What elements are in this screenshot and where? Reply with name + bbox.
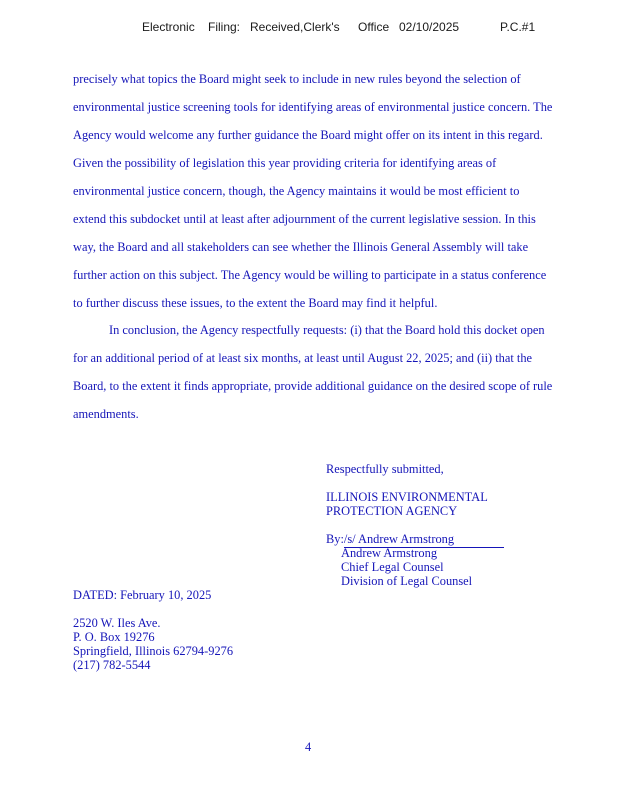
closing: Respectfully submitted, bbox=[326, 462, 444, 476]
text-line: Agency would welcome any further guidance the Board might offer on its intent in this regard. bbox=[73, 128, 543, 142]
text-line: for an additional period of at least six months, at least until August 22, 2025; and (ii) that the bbox=[73, 351, 533, 365]
text-line: Given the possibility of legislation this year providing criteria for identifying areas of bbox=[73, 156, 497, 170]
text-line: extend this subdocket until at least after adjournment of the current legislative session. In this bbox=[73, 212, 536, 226]
dated-line: DATED: February 10, 2025 bbox=[73, 588, 212, 602]
address-line: P. O. Box 19276 bbox=[73, 630, 155, 644]
header-electronic: Electronic bbox=[142, 20, 195, 34]
page-number: 4 bbox=[305, 740, 312, 754]
header-pc-number: P.C.#1 bbox=[500, 20, 536, 34]
header-received: Received,Clerk's bbox=[250, 20, 340, 34]
by-label: By: bbox=[326, 532, 344, 546]
header-date: 02/10/2025 bbox=[399, 20, 460, 34]
text-line: precisely what topics the Board might seek to include in new rules beyond the selection of bbox=[73, 72, 521, 86]
address-line: 2520 W. Iles Ave. bbox=[73, 616, 161, 630]
signer-name: Andrew Armstrong bbox=[341, 546, 438, 560]
text-line: further action on this subject. The Agency would be willing to participate in a status conference bbox=[73, 268, 547, 282]
text-line: environmental justice concern, though, the Agency maintains it would be most efficient to bbox=[73, 184, 520, 198]
signer-division: Division of Legal Counsel bbox=[341, 574, 473, 588]
signer-title: Chief Legal Counsel bbox=[341, 560, 444, 574]
text-line: In conclusion, the Agency respectfully requests: (i) that the Board hold this docket open bbox=[109, 323, 545, 337]
address-line: Springfield, Illinois 62794-9276 bbox=[73, 644, 234, 658]
text-line: environmental justice screening tools for identifying areas of environmental justice concern. The bbox=[73, 100, 553, 114]
header-filing: Filing: bbox=[208, 20, 241, 34]
electronic-signature: /s/ Andrew Armstrong bbox=[344, 532, 504, 548]
text-line: to further discuss these issues, to the extent the Board may find it helpful. bbox=[73, 296, 438, 310]
header-office: Office bbox=[358, 20, 390, 34]
text-line: amendments. bbox=[73, 407, 139, 421]
text-line: way, the Board and all stakeholders can see whether the Illinois General Assembly will take bbox=[73, 240, 529, 254]
text-line: Board, to the extent it finds appropriate, provide additional guidance on the desired scope of rule bbox=[73, 379, 553, 393]
agency-name-line-1: ILLINOIS ENVIRONMENTAL bbox=[326, 490, 488, 504]
phone-line: (217) 782-5544 bbox=[73, 658, 151, 672]
agency-name-line-2: PROTECTION AGENCY bbox=[326, 504, 458, 518]
